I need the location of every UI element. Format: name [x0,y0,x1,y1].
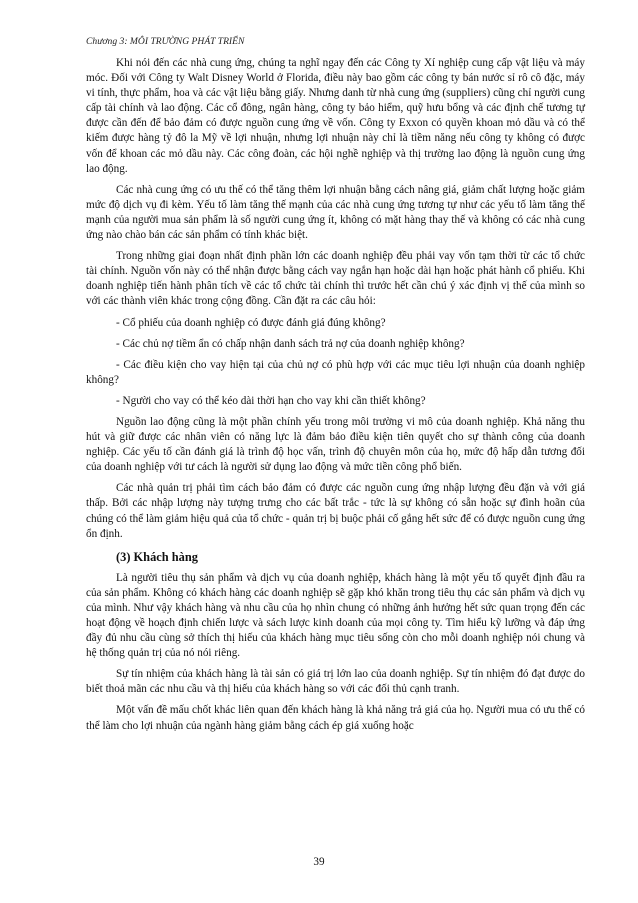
paragraph-suppliers-intro: Khi nói đến các nhà cung ứng, chúng ta nghĩ ngay đến các Công ty Xí nghiệp cung cấp vật liệu và máy móc. Đối với Công ty Walt Disney World ở Florida, điều này bao gồm các công ty bán nước sỉ rô cô đặc, máy vi tính, thực phẩm, hoa và các vật liệu bằng giấy. Nhưng danh từ nhà cung ứng (suppliers) cũng chỉ người cung cấp tài chính và lao động. Các cổ đông, ngân hàng, công ty bảo hiểm, quỹ hưu bổng và các định chế tương tự được cần đến để bảo đảm có được nguồn cung ứng về vốn. Công ty Exxon có quyền khoan mỏ dầu và có thể kiếm được hàng tỷ đô la Mỹ về lợi nhuận, nhưng lợi nhuận này chỉ là tiềm năng nếu công ty không có được vốn để khoan các mỏ dầu này. Các công đoàn, các hội nghề nghiệp và thị trường lao động là nguồn cung ứng lao động. [86,57,585,175]
question-item: - Các chủ nợ tiềm ẩn có chấp nhận danh sách trả nợ của doanh nghiệp không? [116,337,465,350]
question-item: - Người cho vay có thể kéo dài thời hạn cho vay khi cần thiết không? [116,394,426,407]
section-heading-customers: (3) Khách hàng [116,549,198,564]
page-number: 39 [313,856,325,868]
paragraph-buyer-bargaining: Một vấn đề mấu chốt khác liên quan đến khách hàng là khả năng trả giá của họ. Người mua có ưu thế có thể làm cho lợi nhuận của ngành hàng giảm bằng cách ép giá xuống hoặc [86,704,585,732]
question-item: - Các điều kiện cho vay hiện tại của chủ nợ có phù hợp với các mục tiêu lợi nhuận của doanh nghiệp không? [86,358,585,386]
paragraph-customer-trust: Sự tín nhiệm của khách hàng là tài sản có giá trị lớn lao của doanh nghiệp. Sự tín nhiệm đó đạt được do biết thoả mãn các nhu cầu và thị hiếu của khách hàng so với các đối thủ cạnh tranh. [86,668,585,696]
paragraph-supplier-power: Các nhà cung ứng có ưu thế có thể tăng thêm lợi nhuận bằng cách nâng giá, giảm chất lượng hoặc giảm mức độ dịch vụ đi kèm. Yếu tố làm tăng thế mạnh của các nhà cung ứng tương tự như các yếu tố làm tăng thế mạnh của người mua sản phẩm là số người cung ứng ít, không có mặt hàng thay thế và không có các nhà cung ứng nào chào bán các sản phẩm có tính khác biệt. [86,183,585,242]
paragraph-customers-role: Là người tiêu thụ sản phẩm và dịch vụ của doanh nghiệp, khách hàng là một yếu tố quyết định đầu ra của sản phẩm. Không có khách hàng các doanh nghiệp sẽ gặp khó khăn trong tiêu thụ các sản phẩm và dịch vụ của mình. Như vậy khách hàng và nhu cầu của họ nhìn chung có những ảnh hưởng hết sức quan trọng đến các hoạt động về hoạch định chiến lược và sách lược kinh doanh của mọi công ty. Tìm hiểu kỹ lưỡng và đáp ứng đầy đủ nhu cầu cùng sở thích thị hiếu của khách hàng mục tiêu sống còn cho mỗi doanh nghiệp nói chung và hệ thống quản trị của nó nói riêng. [86,571,585,660]
running-header: Chương 3: MÔI TRƯỜNG PHÁT TRIỂN [86,36,245,47]
paragraph-labor-source: Nguồn lao động cũng là một phần chính yếu trong môi trường vi mô của doanh nghiệp. Khả năng thu hút và giữ được các nhân viên có năng lực là đảm bảo điều kiện tiên quyết cho sự thành công của doanh nghiệp. Các yếu tố cần đánh giá là trình độ học vấn, trình độ chuyên môn của họ, mức độ hấp dẫn tương đối của doanh nghiệp với tư cách là người sử dụng lao động và mức tiền công phổ biến. [86,415,585,474]
question-item: - Cổ phiếu của doanh nghiệp có được đánh giá đúng không? [116,316,386,329]
paragraph-stable-supply: Các nhà quản trị phải tìm cách bảo đảm có được các nguồn cung ứng nhập lượng đều đặn và với giá thấp. Bởi các nhập lượng này tượng trưng cho các bất trắc - tức là sự không có sẵn hoặc sự đình hoãn của chúng có thể làm giảm hiệu quả của tổ chức - quản trị bị buộc phải cố gắng hết sức để có được nguồn cung ứng ổn định. [86,482,585,540]
paragraph-financial-institutions: Trong những giai đoạn nhất định phần lớn các doanh nghiệp đều phải vay vốn tạm thời từ các tổ chức tài chính. Nguồn vốn này có thể nhận được bằng cách vay ngắn hạn hoặc dài hạn hoặc phát hành cổ phiếu. Khi doanh nghiệp tiến hành phân tích về các tổ chức tài chính thì trước hết cần chú ý xác định vị thế của mình so với các thành viên khác trong cộng đồng. Cần đặt ra các câu hỏi: [86,250,585,308]
